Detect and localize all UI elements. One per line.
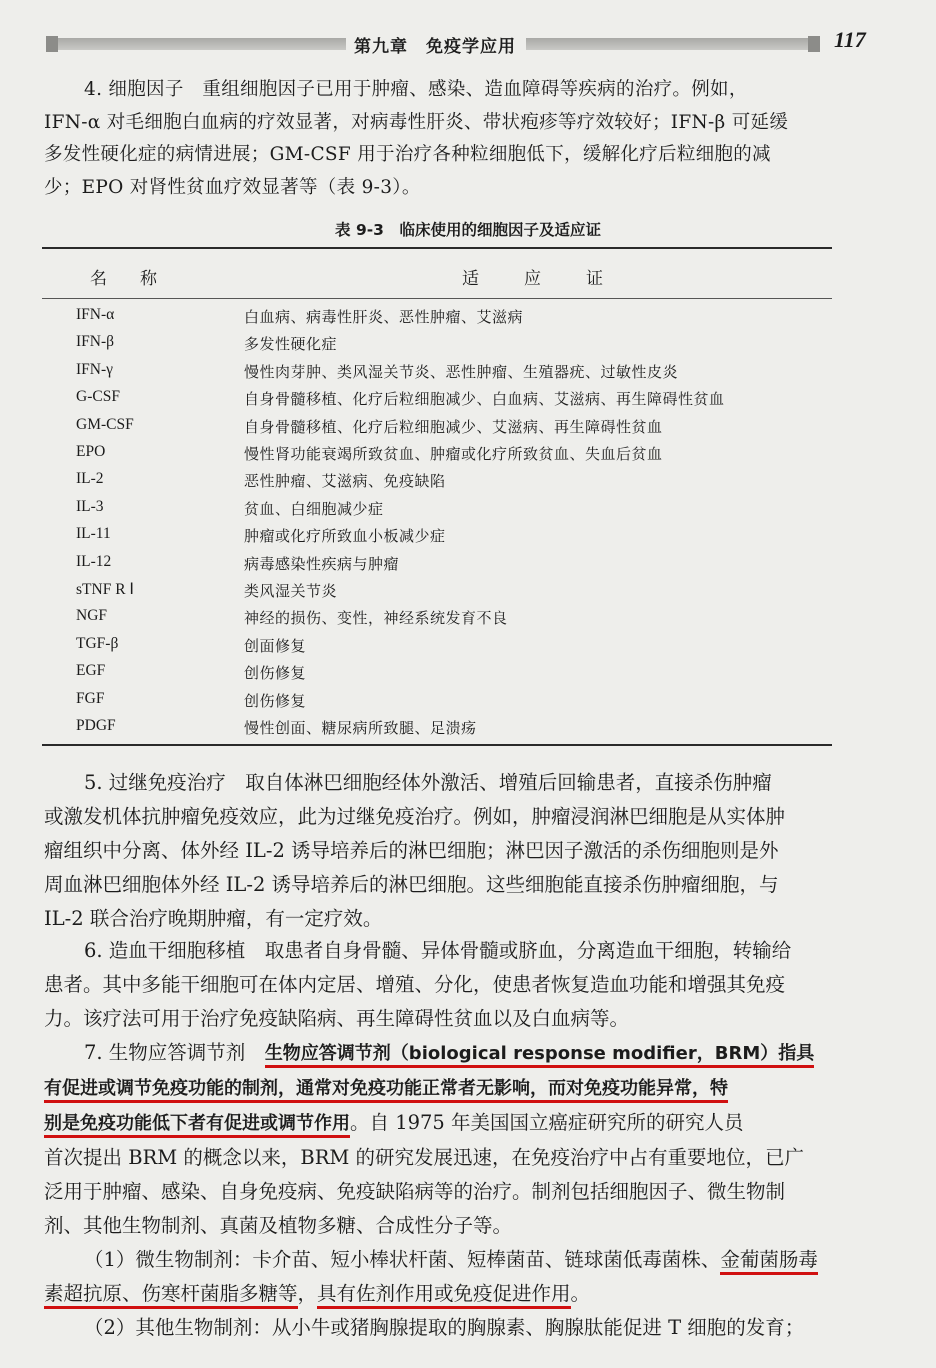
table-row: [0, 333, 936, 359]
cytokine-name: IFN-γ: [76, 360, 113, 378]
table-row: [0, 717, 936, 743]
table-row: [0, 525, 936, 551]
text-line: 患者。其中多能干细胞可在体内定居、增殖、分化，使患者恢复造血功能和增强其免疫: [44, 973, 786, 996]
indication-cell: 慢性创面、糖尿病所致腿、足溃疡: [244, 719, 477, 737]
chapter-title: 第九章 免疫学应用: [354, 37, 516, 57]
cytokine-name: NGF: [76, 607, 108, 625]
cytokine-name: IL-11: [76, 525, 111, 543]
brm-definition-highlight: 有促进或调节免疫功能的制剂，通常对免疫功能正常者无影响，而对免疫功能异常，特: [44, 1078, 728, 1103]
underlined-text: 素超抗原、伤寒杆菌脂多糖等: [44, 1282, 298, 1309]
cytokine-name: IFN-β: [76, 333, 115, 351]
text-line: [44, 1277, 834, 1311]
text-line: （2）其他生物制剂：从小牛或猪胸腺提取的胸腺素、胸腺肽能促进 T 细胞的发育；: [84, 1316, 805, 1339]
text-line: [44, 1036, 834, 1071]
indication-cell: 创伤修复: [244, 691, 307, 710]
cytokine-name: FGF: [76, 689, 105, 707]
text-line: 6. 造血干细胞移植 取患者自身骨髓、异体骨髓或脐血，分离造血干细胞，转输给: [84, 939, 792, 962]
text-run: 。自 1975 年美国国立癌症研究所的研究人员: [350, 1111, 744, 1134]
underlined-text: 金葡菌肠毒: [720, 1248, 818, 1275]
cytokine-name: PDGF: [76, 717, 116, 734]
cytokine-name: sTNF R Ⅰ: [76, 581, 134, 598]
table-top-rule: [42, 247, 832, 249]
table-row: [0, 690, 936, 716]
indication-cell: 自身骨髓移植、化疗后粒细胞减少、艾滋病、再生障碍性贫血: [244, 417, 663, 436]
text-line: 多发性硬化症的病情进展；GM-CSF 用于治疗各种粒细胞低下，缓解化疗后粒细胞的减: [44, 144, 771, 165]
table-row: [0, 498, 936, 524]
header-bar-right: [526, 38, 808, 50]
cytokine-name: IFN-α: [76, 306, 115, 323]
table-row: [0, 306, 936, 332]
table-caption: 表 9-3 临床使用的细胞因子及适应证: [335, 221, 601, 239]
paragraph-adoptive-immunotherapy: [44, 766, 834, 936]
indication-cell: 神经的损伤、变性，神经系统发育不良: [244, 609, 508, 628]
indication-cell: 病毒感染性疾病与肿瘤: [244, 554, 400, 573]
table-row: [0, 580, 936, 606]
indication-cell: 白血病、病毒性肝炎、恶性肿瘤、艾滋病: [244, 308, 524, 326]
table-row: [0, 443, 936, 469]
table-row: [0, 470, 936, 496]
cytokine-name: G-CSF: [76, 388, 120, 406]
indication-cell: 慢性肉芽肿、类风湿关节炎、恶性肿瘤、生殖器疣、过敏性皮炎: [244, 362, 679, 381]
text-line: [44, 1106, 834, 1141]
text-run: 。: [570, 1282, 591, 1305]
text-line: 泛用于肿瘤、感染、自身免疫病、免疫缺陷病等的治疗。制剂包括细胞因子、微生物制: [44, 1180, 786, 1203]
indication-cell: 慢性肾功能衰竭所致贫血、肿瘤或化疗所致贫血、失血后贫血: [244, 445, 663, 463]
indication-cell: 自身骨髓移植、化疗后粒细胞减少、白血病、艾滋病、再生障碍性贫血: [244, 390, 725, 409]
text-line: 力。该疗法可用于治疗免疫缺陷病、再生障碍性贫血以及白血病等。: [44, 1007, 630, 1030]
text-line: 首次提出 BRM 的概念以来，BRM 的研究发展迅速，在免疫治疗中占有重要地位，已广: [44, 1146, 805, 1169]
table-row: [0, 635, 936, 661]
cytokine-name: IL-2: [76, 470, 104, 488]
text-line: IFN-α 对毛细胞白血病的疗效显著，对病毒性肝炎、带状疱疹等疗效较好；IFN-β 可延缓: [44, 111, 789, 133]
header-bar-left: [46, 38, 346, 50]
brm-definition-highlight: 生物应答调节剂（biological response modifier，BRM）指具: [265, 1043, 814, 1068]
brm-lead: 7. 生物应答调节剂: [84, 1041, 265, 1064]
text-line: IL-2 联合治疗晚期肿瘤，有一定疗效。: [44, 907, 383, 930]
underlined-text: 具有佐剂作用或免疫促进作用: [317, 1282, 571, 1309]
cytokine-name: EGF: [76, 662, 106, 680]
paragraph-stem-cell-transplant: [44, 934, 834, 1036]
paragraph-brm: [44, 1036, 834, 1345]
text-run: （1）微生物制剂：卡介苗、短小棒状杆菌、短棒菌苗、链球菌低毒菌株、: [84, 1248, 721, 1271]
indication-cell: 贫血、白细胞减少症: [244, 499, 384, 518]
page-number: 117: [834, 27, 866, 52]
table-row: [0, 388, 936, 414]
cytokine-name: TGF-β: [76, 634, 119, 652]
indication-cell: 创伤修复: [244, 664, 307, 683]
table-bottom-rule: [42, 744, 832, 746]
text-line: 少；EPO 对肾性贫血疗效显著等（表 9-3）。: [44, 176, 421, 198]
text-run: ，: [297, 1282, 318, 1305]
brm-definition-highlight: 别是免疫功能低下者有促进或调节作用: [44, 1113, 350, 1138]
table-row: [0, 361, 936, 387]
indication-cell: 多发性硬化症: [244, 335, 338, 354]
text-line: 剂、其他生物制剂、真菌及植物多糖、合成性分子等。: [44, 1214, 513, 1237]
table-header-indication: 适 应 证: [462, 269, 617, 289]
cytokine-name: IL-3: [76, 497, 104, 515]
text-line: 4. 细胞因子 重组细胞因子已用于肿瘤、感染、造血障碍等疾病的治疗。例如，: [84, 79, 748, 100]
indication-cell: 类风湿关节炎: [244, 582, 338, 600]
text-line: [44, 1243, 834, 1277]
table-row: [0, 662, 936, 688]
table-header-name: 名 称: [90, 269, 165, 289]
indication-cell: 创面修复: [244, 636, 307, 655]
cytokine-name: GM-CSF: [76, 415, 134, 433]
table-row: [0, 553, 936, 579]
table-row: [0, 416, 936, 442]
indication-cell: 恶性肿瘤、艾滋病、免疫缺陷: [244, 472, 446, 491]
table-row: [0, 607, 936, 633]
text-line: 或激发机体抗肿瘤免疫效应，此为过继免疫治疗。例如，肿瘤浸润淋巴细胞是从实体肿: [44, 805, 786, 828]
paragraph-cytokines: [44, 74, 834, 204]
text-line: 瘤组织中分离、体外经 IL-2 诱导培养后的淋巴细胞；淋巴因子激活的杀伤细胞则是外: [44, 839, 779, 862]
table-header-rule: [42, 298, 832, 299]
text-line: 5. 过继免疫治疗 取自体淋巴细胞经体外激活、增殖后回输患者，直接杀伤肿瘤: [84, 771, 772, 794]
text-line: [44, 1071, 834, 1106]
cytokine-name: IL-12: [76, 552, 112, 570]
text-line: 周血淋巴细胞体外经 IL-2 诱导培养后的淋巴细胞。这些细胞能直接杀伤肿瘤细胞，与: [44, 873, 779, 896]
indication-cell: 肿瘤或化疗所致血小板减少症: [244, 527, 446, 546]
cytokine-name: EPO: [76, 443, 106, 460]
